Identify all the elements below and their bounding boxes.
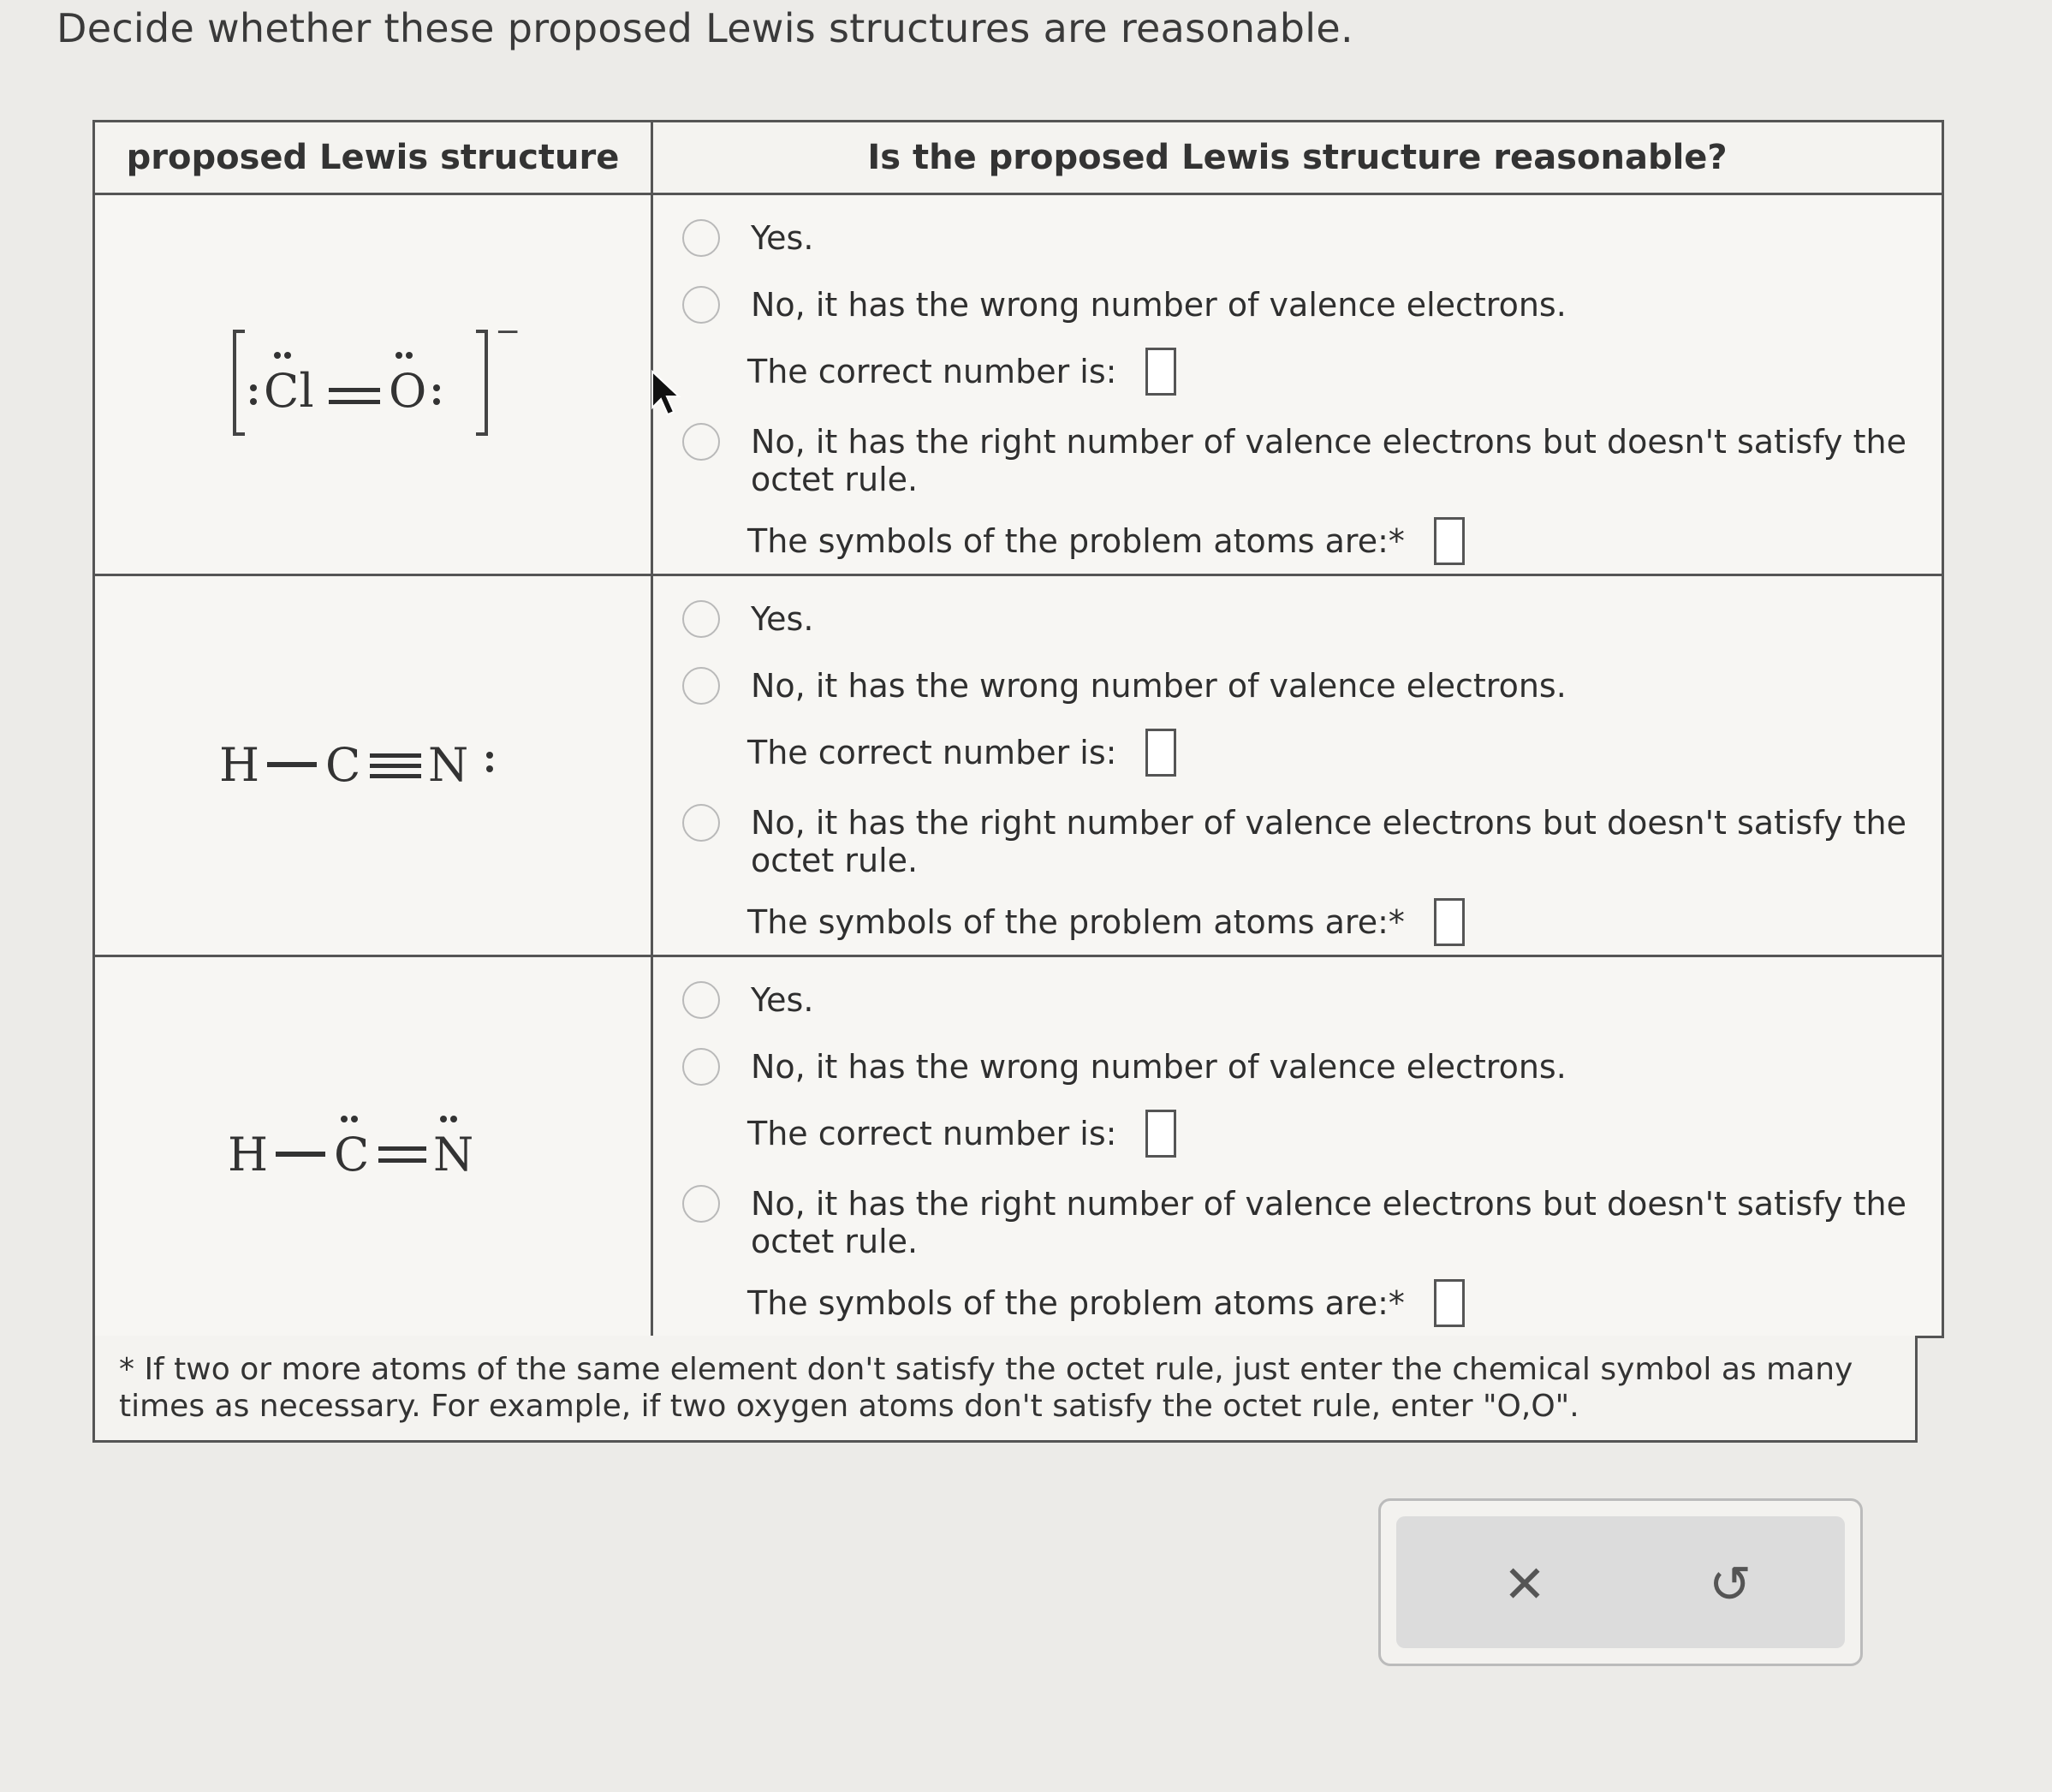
- option-label: No, it has the wrong number of valence electrons.: [751, 667, 1567, 705]
- radio-button[interactable]: [682, 286, 720, 324]
- option-wrong-valence[interactable]: [682, 1048, 1567, 1086]
- lewis-structure-hcn-double: [219, 1085, 527, 1205]
- reset-icon[interactable]: ↺: [1708, 1555, 1752, 1615]
- octet-line-2: octet rule.: [751, 1223, 919, 1260]
- footnote: * If two or more atoms of the same element don't satisfy the octet rule, just enter the chemical symbol as many times as necessary. For example, if two oxygen atoms don't satisfy the octet rule, enter "O,O".: [92, 1336, 1918, 1443]
- col-header-structure: proposed Lewis structure: [94, 122, 652, 194]
- option-octet[interactable]: [682, 423, 1906, 498]
- option-octet[interactable]: [682, 1185, 1906, 1260]
- correct-number-input[interactable]: [1145, 729, 1176, 777]
- radio-button[interactable]: [682, 804, 720, 842]
- structure-cell: [94, 194, 652, 575]
- svg-text:H: H: [227, 1128, 268, 1182]
- option-label: No, it has the wrong number of valence electrons.: [751, 286, 1567, 324]
- svg-text:H: H: [218, 738, 259, 792]
- radio-button[interactable]: [682, 667, 720, 705]
- problem-atoms-label: The symbols of the problem atoms are:*: [747, 1284, 1405, 1322]
- problem-atoms-input[interactable]: [1434, 1279, 1465, 1327]
- radio-button[interactable]: [682, 1048, 720, 1086]
- answer-cell: [652, 194, 1943, 575]
- svg-text:−: −: [494, 314, 520, 349]
- svg-text:N: N: [432, 1128, 473, 1182]
- structure-cell: [94, 575, 652, 956]
- action-bar: [1396, 1516, 1845, 1648]
- octet-line-1: No, it has the right number of valence electrons but doesn't satisfy the: [751, 423, 1906, 461]
- lewis-question-table: [92, 120, 1944, 1338]
- radio-button[interactable]: [682, 219, 720, 257]
- option-label: [751, 423, 1906, 498]
- problem-atoms-input[interactable]: [1434, 517, 1465, 565]
- clear-icon[interactable]: ✕: [1502, 1555, 1547, 1615]
- problem-atoms-input[interactable]: [1434, 898, 1465, 946]
- action-panel: [1378, 1498, 1863, 1666]
- radio-button[interactable]: [682, 600, 720, 638]
- radio-button[interactable]: [682, 1185, 720, 1223]
- col-header-reasonable: Is the proposed Lewis structure reasonable?: [652, 122, 1943, 194]
- svg-text:O: O: [388, 364, 426, 418]
- option-wrong-valence[interactable]: [682, 667, 1567, 705]
- option-label: [751, 804, 1906, 879]
- radio-button[interactable]: [682, 981, 720, 1019]
- instruction-text: Decide whether these proposed Lewis structures are reasonable.: [57, 5, 1353, 51]
- option-label: Yes.: [751, 600, 814, 638]
- correct-number-row: [747, 729, 1176, 777]
- structure-cell: [94, 956, 652, 1337]
- answer-cell: [652, 956, 1943, 1337]
- problem-atoms-row: [747, 898, 1465, 946]
- radio-button[interactable]: [682, 423, 720, 461]
- option-label: No, it has the wrong number of valence electrons.: [751, 1048, 1567, 1086]
- octet-line-1: No, it has the right number of valence electrons but doesn't satisfy the: [751, 804, 1906, 842]
- svg-text:N: N: [427, 738, 468, 792]
- option-label: Yes.: [751, 981, 814, 1019]
- lewis-structure-clo: [219, 314, 527, 451]
- correct-number-row: [747, 1110, 1176, 1158]
- option-yes[interactable]: [682, 219, 813, 257]
- correct-number-input[interactable]: [1145, 1110, 1176, 1158]
- problem-atoms-label: The symbols of the problem atoms are:*: [747, 522, 1405, 560]
- option-yes[interactable]: [682, 600, 813, 638]
- octet-line-2: octet rule.: [751, 461, 919, 498]
- svg-text:C: C: [324, 738, 360, 792]
- correct-number-row: [747, 348, 1176, 396]
- problem-atoms-row: [747, 517, 1465, 565]
- problem-atoms-label: The symbols of the problem atoms are:*: [747, 903, 1405, 941]
- correct-number-input[interactable]: [1145, 348, 1176, 396]
- option-yes[interactable]: [682, 981, 813, 1019]
- correct-number-label: The correct number is:: [747, 1115, 1117, 1152]
- table-row: [94, 575, 1943, 956]
- correct-number-label: The correct number is:: [747, 734, 1117, 771]
- answer-cell: [652, 575, 1943, 956]
- correct-number-label: The correct number is:: [747, 353, 1117, 390]
- option-label: [751, 1185, 1906, 1260]
- table-row: [94, 194, 1943, 575]
- option-wrong-valence[interactable]: [682, 286, 1567, 324]
- octet-line-1: No, it has the right number of valence electrons but doesn't satisfy the: [751, 1185, 1906, 1223]
- option-label: Yes.: [751, 219, 814, 257]
- table-row: [94, 956, 1943, 1337]
- svg-text:Cl: Cl: [263, 364, 314, 418]
- octet-line-2: octet rule.: [751, 842, 919, 879]
- lewis-structure-hcn-triple: [211, 712, 536, 815]
- option-octet[interactable]: [682, 804, 1906, 879]
- svg-text:C: C: [333, 1128, 369, 1182]
- mouse-cursor-icon: [651, 370, 685, 421]
- problem-atoms-row: [747, 1279, 1465, 1327]
